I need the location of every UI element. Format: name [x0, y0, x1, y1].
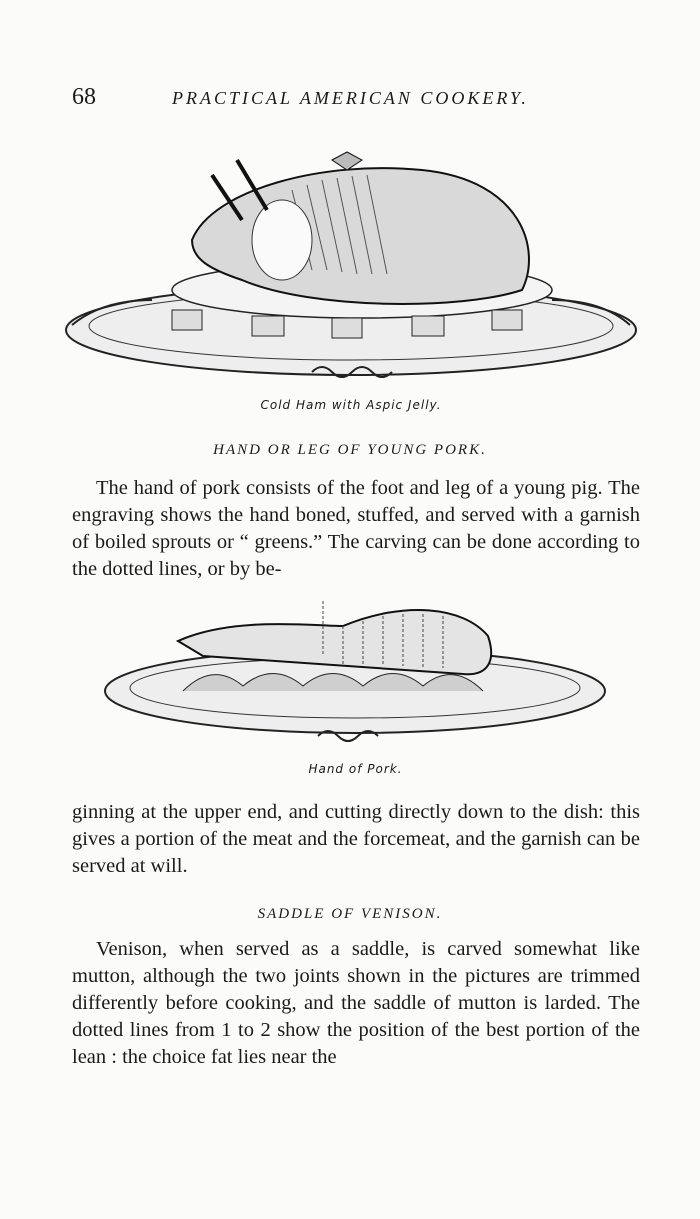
ham-illustration — [62, 140, 640, 390]
page-number: 68 — [72, 84, 96, 110]
venison-paragraph: Venison, when served as a saddle, is carved somewhat like mutton, although the two joints shown in the pictures are trimmed differently before cooking, and the saddle of mutton is larded. The dotted lines from 1 to 2 show the position of the best portion of the lean : the choice fat lies near the — [72, 938, 640, 1068]
running-title: PRACTICAL AMERICAN COOKERY. — [172, 88, 529, 108]
pork-paragraph-1: The hand of pork consists of the foot and leg of a young pig. The engraving shows the hand boned, stuffed, and served with a garnish of boiled sprouts or “ greens.” The carving can be done according to the dotted lines, or by be- — [72, 477, 640, 580]
section-title-pork: HAND OR LEG OF YOUNG PORK. — [213, 442, 487, 458]
pork-paragraph-2: ginning at the upper end, and cutting directly down to the dish: this gives a portion of the meat and the forcemeat, and the garnish can be served at will. — [72, 801, 640, 877]
pork-illustration — [103, 596, 608, 751]
section-title-venison: SADDLE OF VENISON. — [257, 906, 443, 922]
ham — [192, 152, 529, 304]
figure-caption-ham: Cold Ham with Aspic Jelly. — [260, 398, 442, 412]
page-header — [72, 84, 642, 114]
figure-caption-pork: Hand of Pork. — [308, 762, 403, 776]
